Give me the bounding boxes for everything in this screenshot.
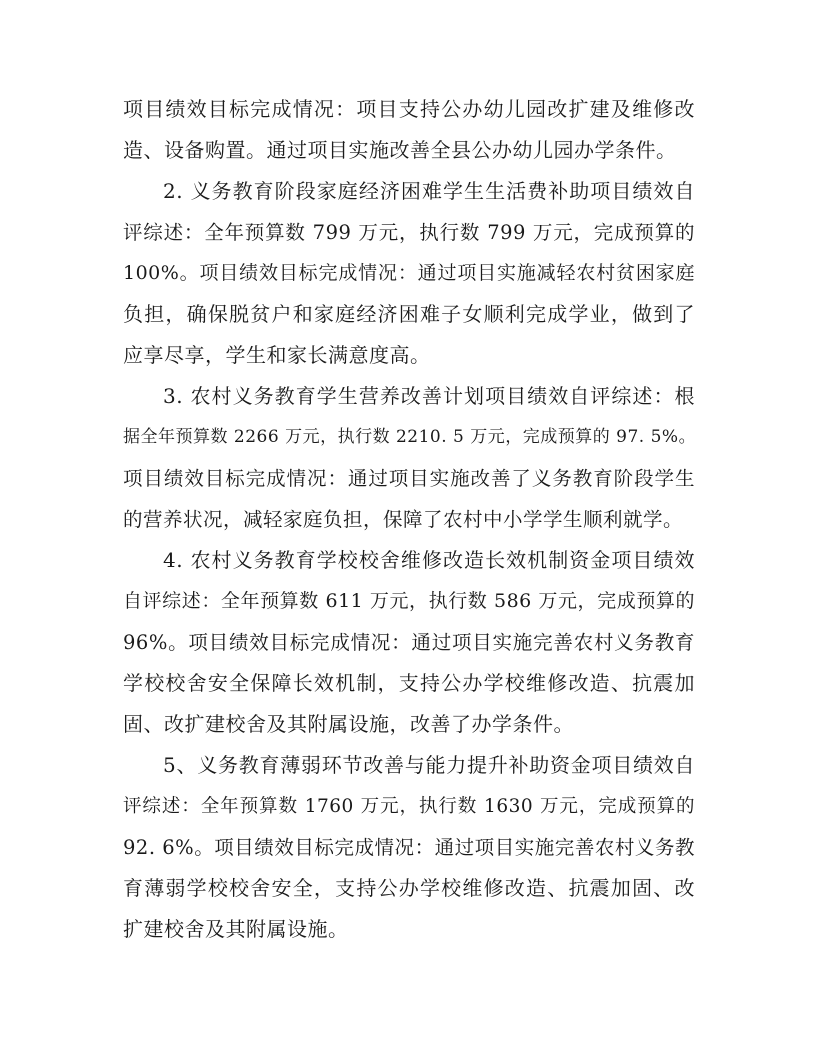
paragraph-start-line: 4. 农村义务教育学校校舍维修改造长效机制资金项目绩效 <box>163 548 695 572</box>
text-line: 的营养状况，减轻家庭负担，保障了农村中小学学生顺利就学。 <box>123 508 684 531</box>
paragraph-start-line: 2. 义务教育阶段家庭经济困难学生生活费补助项目绩效自 <box>163 179 695 203</box>
text-line: 项目绩效目标完成情况：通过项目实施改善了义务教育阶段学生 <box>123 467 695 490</box>
paragraph-start-line: 5、义务教育薄弱环节改善与能力提升补助资金项目绩效自 <box>163 753 695 777</box>
document-body <box>123 89 695 950</box>
text-line: 项目绩效目标完成情况：项目支持公办幼儿园改扩建及维修改 <box>123 97 695 121</box>
text-line: 固、改扩建校舍及其附属设施，改善了办学条件。 <box>123 712 574 736</box>
text-line: 应享尽享，学生和家长满意度高。 <box>123 343 431 367</box>
text-line: 扩建校舍及其附属设施。 <box>123 917 349 941</box>
text-line: 自评综述：全年预算数 611 万元，执行数 586 万元，完成预算的 <box>123 590 695 612</box>
text-line: 学校校舍安全保障长效机制，支持公办学校维修改造、抗震加 <box>123 671 695 695</box>
paragraph-start-line: 3. 农村义务教育学生营养改善计划项目绩效自评综述：根 <box>163 384 695 408</box>
text-line: 负担，确保脱贫户和家庭经济困难子女顺利完成学业，做到了 <box>123 302 695 326</box>
text-line: 据全年预算数 2266 万元，执行数 2210. 5 万元，完成预算的 97. 5%。 <box>123 427 697 447</box>
text-line: 造、设备购置。通过项目实施改善全县公办幼儿园办学条件。 <box>123 138 677 162</box>
text-line: 96%。项目绩效目标完成情况：通过项目实施完善农村义务教育 <box>123 631 695 654</box>
text-line: 100%。项目绩效目标完成情况：通过项目实施减轻农村贫困家庭 <box>123 262 695 284</box>
text-line: 评综述：全年预算数 1760 万元，执行数 1630 万元，完成预算的 <box>123 796 695 817</box>
text-line: 92. 6%。项目绩效目标完成情况：通过项目实施完善农村义务教 <box>123 836 695 859</box>
text-line: 评综述：全年预算数 799 万元，执行数 799 万元，完成预算的 <box>123 221 695 244</box>
text-line: 育薄弱学校校舍安全，支持公办学校维修改造、抗震加固、改 <box>123 876 695 900</box>
